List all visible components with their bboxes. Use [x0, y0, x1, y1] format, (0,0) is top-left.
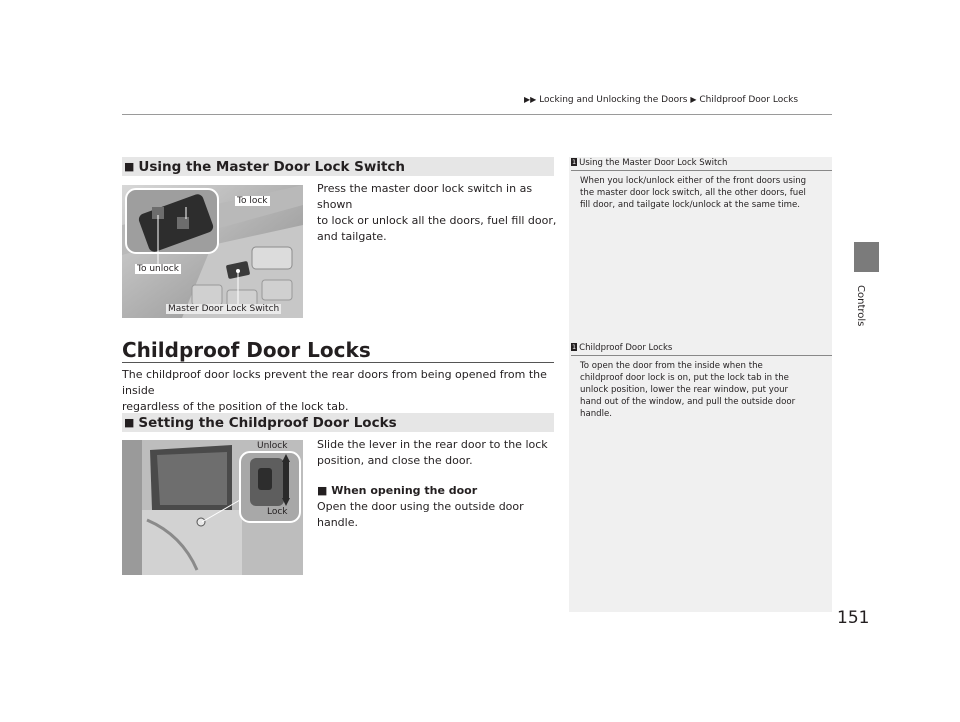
- breadcrumb: [524, 95, 798, 105]
- text-line: Slide the lever in the rear door to the lock: [317, 438, 548, 451]
- text-line: and tailgate.: [317, 230, 387, 243]
- note-divider: [571, 355, 832, 356]
- childproof-lever-image: [122, 440, 303, 575]
- text-line: Press the master door lock switch in as shown: [317, 182, 533, 211]
- page-title: Childproof Door Locks: [122, 338, 371, 362]
- master-lock-description: [317, 181, 557, 245]
- section-heading-text: Using the Master Door Lock Switch: [138, 158, 406, 175]
- callout-to-lock: To lock: [237, 196, 268, 206]
- childproof-intro: [122, 367, 562, 415]
- master-lock-switch-image: [122, 185, 303, 318]
- note-heading-master-lock: [571, 158, 727, 168]
- section-heading-master-lock: [122, 157, 554, 176]
- text-line: position, and close the door.: [317, 454, 473, 467]
- title-divider: [122, 362, 554, 363]
- breadcrumb-arrow-icon: ▶: [690, 95, 697, 104]
- callout-lock: Lock: [267, 507, 288, 517]
- callout-master-switch: Master Door Lock Switch: [168, 304, 280, 314]
- note-line: fill door, and tailgate lock/unlock at the same time.: [580, 200, 801, 210]
- text-line: to lock or unlock all the doors, fuel fill door,: [317, 214, 557, 227]
- note-title: Childproof Door Locks: [579, 343, 673, 353]
- opening-door-text: Open the door using the outside door handle.: [317, 500, 524, 529]
- callout-unlock: Unlock: [257, 441, 288, 451]
- door-panel-illustration: [122, 185, 303, 318]
- note-line: unlock position, lower the rear window, put your: [580, 385, 789, 395]
- text-line: regardless of the position of the lock tab.: [122, 400, 349, 413]
- note-line: hand out of the window, and pull the outside door: [580, 397, 796, 407]
- breadcrumb-item-childproof[interactable]: Childproof Door Locks: [699, 95, 799, 105]
- square-bullet-icon: ■: [124, 416, 135, 429]
- note-body-master-lock: [580, 175, 830, 211]
- note-line: childproof door lock is on, put the lock tab in the: [580, 373, 789, 383]
- square-bullet-icon: ■: [317, 484, 328, 497]
- section-heading-text: Setting the Childproof Door Locks: [138, 414, 397, 431]
- note-line: When you lock/unlock either of the front doors using: [580, 176, 807, 186]
- subheading-opening-door: [317, 483, 567, 499]
- section-heading-setting: [122, 413, 554, 432]
- text-line: The childproof door locks prevent the rear doors from being opened from the inside: [122, 368, 547, 397]
- note-line: the master door lock switch, all the other doors, fuel: [580, 188, 806, 198]
- note-line: To open the door from the inside when the: [580, 361, 763, 371]
- note-marker-icon: 1: [572, 158, 577, 166]
- header-divider: [122, 114, 832, 115]
- chapter-label: Controls: [855, 285, 866, 327]
- note-line: handle.: [580, 409, 613, 419]
- subheading-text: When opening the door: [331, 484, 478, 497]
- note-body-childproof: [580, 360, 830, 420]
- callout-to-unlock: To unlock: [137, 264, 179, 274]
- chapter-tab: [854, 242, 879, 272]
- breadcrumb-arrow-icon: ▶▶: [524, 95, 537, 104]
- note-heading-childproof: [571, 343, 672, 353]
- page-number: 151: [837, 608, 870, 628]
- note-divider: [571, 170, 832, 171]
- breadcrumb-item-locking[interactable]: Locking and Unlocking the Doors: [539, 95, 688, 105]
- square-bullet-icon: ■: [124, 160, 135, 173]
- note-title: Using the Master Door Lock Switch: [579, 158, 728, 168]
- note-marker-icon: 1: [572, 343, 577, 351]
- setting-description: [317, 437, 567, 469]
